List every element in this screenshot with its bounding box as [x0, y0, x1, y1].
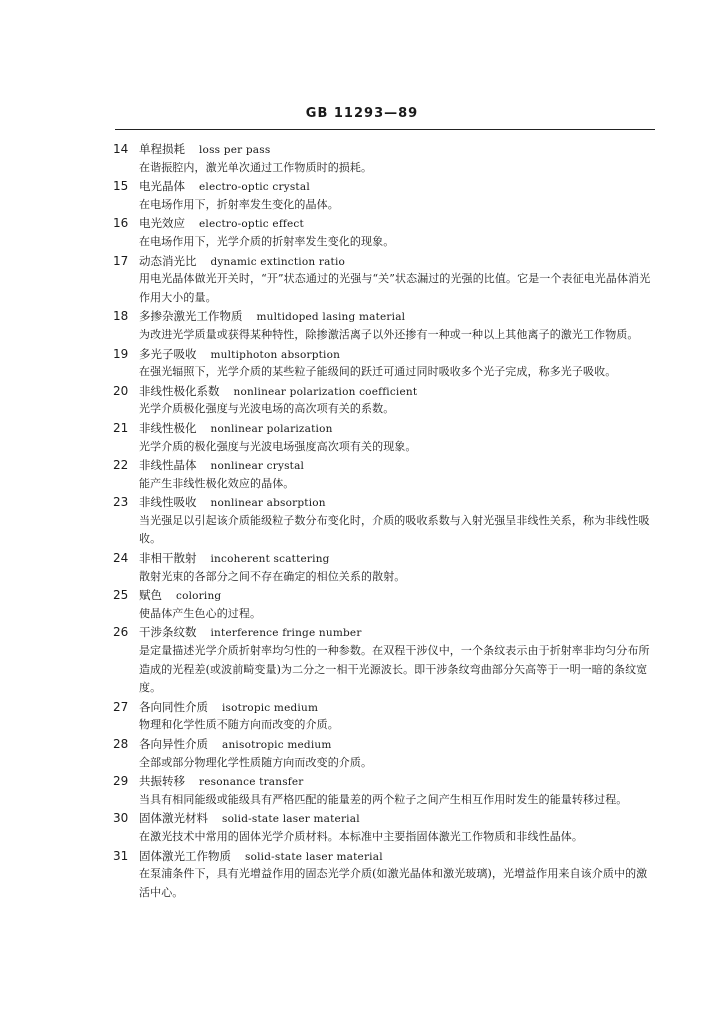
term-chinese: 非线性极化 — [139, 420, 197, 435]
term-heading — [113, 345, 658, 364]
header-rule — [115, 129, 655, 130]
term-entry — [113, 847, 658, 903]
term-english: nonlinear absorption — [210, 497, 326, 510]
term-number: 19 — [113, 346, 129, 361]
term-number: 14 — [113, 142, 129, 156]
term-number: 31 — [113, 848, 129, 863]
term-definition: 在电场作用下，折射率发生变化的晶体。 — [139, 197, 339, 211]
term-english: nonlinear polarization — [210, 422, 333, 435]
term-definition: 为改进光学质量或获得某种特性，除掺激活离子以外还掺有一种或一种以上其他离子的激光工作物质。 — [139, 327, 639, 341]
term-chinese: 非线性吸收 — [139, 495, 197, 510]
term-list — [113, 140, 658, 902]
term-chinese: 非相干散射 — [139, 551, 197, 566]
term-chinese: 非线性晶体 — [139, 458, 197, 473]
term-definition: 是定量描述光学介质折射率均匀性的一种参数。在双程干涉仪中，一个条纹表示由于折射率非均匀分布所造成的光程差(或波前畸变量)为二分之一相干光源波长。即干涉条纹弯曲部分矢高等于一明一暗的条纹宽度。 — [139, 644, 650, 695]
term-heading — [113, 177, 658, 196]
term-english: nonlinear polarization coefficient — [233, 385, 418, 398]
term-english: coloring — [176, 590, 222, 603]
term-heading — [113, 252, 658, 271]
term-heading — [113, 623, 658, 642]
term-chinese: 各向异性介质 — [139, 737, 208, 751]
term-entry — [113, 735, 658, 772]
term-entry — [113, 623, 658, 697]
term-number: 16 — [113, 216, 129, 231]
term-chinese: 非线性极化系数 — [139, 383, 220, 398]
term-entry — [113, 493, 658, 549]
term-english: solid-state laser material — [222, 813, 360, 826]
term-entry — [113, 419, 658, 456]
term-heading — [113, 549, 658, 568]
term-heading — [113, 809, 658, 828]
term-entry — [113, 809, 658, 846]
term-heading — [113, 214, 658, 233]
term-number: 21 — [113, 420, 129, 435]
term-chinese: 电光效应 — [139, 216, 185, 231]
term-entry — [113, 177, 658, 214]
term-entry — [113, 214, 658, 251]
term-number: 26 — [113, 625, 129, 640]
term-number: 27 — [113, 699, 129, 714]
term-number: 24 — [113, 551, 129, 566]
term-english: dynamic extinction ratio — [210, 255, 346, 268]
term-number: 17 — [113, 253, 129, 268]
term-english: electro-optic effect — [199, 218, 304, 231]
term-definition: 当光强足以引起该介质能级粒子数分布变化时，介质的吸收系数与入射光强呈非线性关系，称为非线性吸收。 — [139, 513, 650, 546]
term-number: 28 — [113, 737, 129, 751]
term-entry — [113, 252, 658, 308]
term-number: 20 — [113, 383, 129, 398]
term-definition: 用电光晶体做光开关时，“开”状态通过的光强与“关”状态漏过的光强的比值。它是一个表征电光晶体消光作用大小的量。 — [139, 272, 651, 304]
term-english: electro-optic crystal — [199, 181, 310, 194]
term-english: nonlinear crystal — [210, 460, 305, 473]
term-number: 15 — [113, 179, 129, 194]
term-chinese: 共振转移 — [139, 774, 185, 789]
term-chinese: 固体激光材料 — [139, 811, 208, 826]
term-english: resonance transfer — [199, 776, 304, 789]
term-chinese: 多掺杂激光工作物质 — [139, 309, 243, 324]
term-english: isotropic medium — [222, 701, 319, 714]
term-definition: 在泵浦条件下，具有光增益作用的固态光学介质(如激光晶体和激光玻璃)，光增益作用来自该介质中的激活中心。 — [139, 867, 648, 899]
term-number: 25 — [113, 588, 129, 603]
term-heading — [113, 419, 658, 438]
term-heading — [113, 772, 658, 791]
term-chinese: 动态消光比 — [139, 253, 197, 268]
term-chinese: 赋色 — [139, 588, 162, 603]
term-entry — [113, 140, 658, 177]
term-chinese: 电光晶体 — [139, 179, 185, 194]
term-english: interference fringe number — [210, 627, 362, 640]
term-entry — [113, 772, 658, 809]
term-number: 30 — [113, 811, 129, 826]
term-chinese: 多光子吸收 — [139, 346, 197, 361]
term-definition: 在谐振腔内，激光单次通过工作物质时的损耗。 — [139, 160, 373, 174]
term-entry — [113, 698, 658, 735]
term-heading — [113, 493, 658, 512]
term-entry — [113, 456, 658, 493]
term-definition: 使晶体产生色心的过程。 — [139, 606, 262, 620]
term-english: loss per pass — [199, 144, 271, 156]
term-chinese: 单程损耗 — [139, 142, 185, 156]
term-definition: 在电场作用下，光学介质的折射率发生变化的现象。 — [139, 234, 395, 248]
term-english: solid-state laser material — [245, 850, 383, 863]
term-english: anisotropic medium — [222, 739, 332, 751]
term-heading — [113, 698, 658, 717]
term-english: multiphoton absorption — [210, 348, 341, 361]
term-number: 23 — [113, 495, 129, 510]
term-heading — [113, 847, 658, 866]
term-definition: 散射光束的各部分之间不存在确定的相位关系的散射。 — [139, 569, 406, 583]
term-number: 22 — [113, 458, 129, 473]
term-definition: 光学介质极化强度与光波电场的高次项有关的系数。 — [139, 402, 395, 416]
term-heading — [113, 456, 658, 475]
term-chinese: 固体激光工作物质 — [139, 848, 231, 863]
term-heading — [113, 586, 658, 605]
term-entry — [113, 307, 658, 344]
term-definition: 物理和化学性质不随方向而改变的介质。 — [139, 718, 339, 732]
term-definition: 在强光辐照下，光学介质的某些粒子能级间的跃迁可通过同时吸收多个光子完成，称多光子吸收。 — [139, 365, 617, 379]
term-heading — [113, 735, 658, 754]
term-definition: 当具有相同能级或能级具有严格匹配的能量差的两个粒子之间产生相互作用时发生的能量转移过程。 — [139, 792, 628, 806]
term-entry — [113, 586, 658, 623]
term-number: 29 — [113, 774, 129, 789]
term-entry — [113, 549, 658, 586]
term-english: incoherent scattering — [210, 553, 330, 566]
term-english: multidoped lasing material — [256, 311, 406, 324]
term-definition: 全部或部分物理化学性质随方向而改变的介质。 — [139, 755, 373, 769]
term-chinese: 各向同性介质 — [139, 699, 208, 714]
term-definition: 能产生非线性极化效应的晶体。 — [139, 476, 295, 490]
term-heading — [113, 382, 658, 401]
term-chinese: 干涉条纹数 — [139, 625, 197, 640]
standard-code-header: GB 11293—89 — [305, 106, 419, 121]
term-entry — [113, 345, 658, 382]
term-entry — [113, 382, 658, 419]
term-heading — [113, 307, 658, 326]
term-definition: 光学介质的极化强度与光波电场强度高次项有关的现象。 — [139, 439, 417, 453]
term-definition: 在激光技术中常用的固体光学介质材料。本标准中主要指固体激光工作物质和非线性晶体。 — [139, 829, 583, 843]
term-heading — [113, 140, 658, 159]
term-number: 18 — [113, 309, 129, 324]
